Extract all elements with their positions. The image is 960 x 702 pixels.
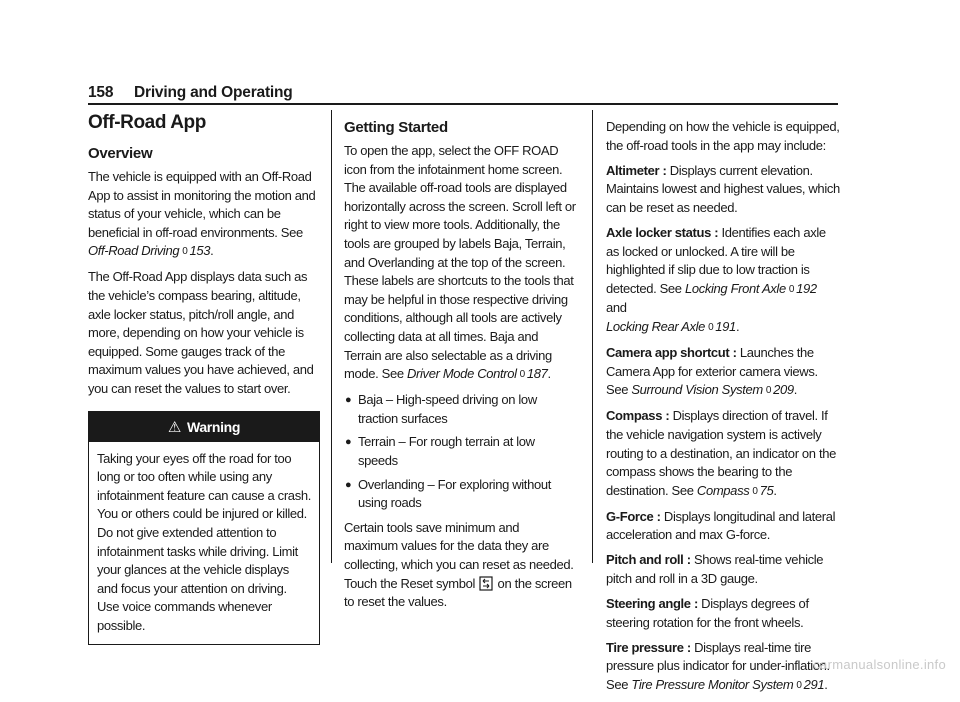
column-right <box>606 118 840 702</box>
cross-reference-link[interactable]: Tire Pressure Monitor System <box>631 677 794 693</box>
cross-reference-link[interactable]: Compass <box>696 482 750 498</box>
reset-paragraph: Certain tools save minimum and maximum values for the data they are collecting, which you can reset as needed. Touch the Reset symbol on the screen to reset the values. <box>344 519 574 610</box>
bullet-icon: ● <box>345 478 352 491</box>
column-middle <box>344 118 576 618</box>
bullet-icon: ● <box>345 394 352 407</box>
page-ref-number[interactable]: 75 <box>759 482 774 498</box>
page-ref-number[interactable]: 191 <box>715 318 736 334</box>
description-paragraph: The Off-Road App displays data such as the vehicle’s compass bearing, altitude, axle locker status, pitch/roll angle, and more, depending on how your vehicle is equipped. Some gauges track of the maximum values you have achieved, and you can reset the values to start over. <box>88 269 314 397</box>
warning-body: Taking your eyes off the road for too long or too often while using any infotainment feature can cause a crash. You or others could be injured or killed. Do not give extended attention to infotainment tasks while driving. Limit your glances at the vehicle displays and focus your attention on driving. Use voice commands whenever possible. <box>97 450 311 633</box>
tool-steering-angle: Steering angle : Displays degrees of steering rotation for the front wheels. <box>606 596 809 630</box>
tool-tire-pressure: Tire pressure : Displays real-time tire pressure plus indicator for under-inflation. See Tire Pressure Monitor System 0 291. <box>606 639 840 696</box>
warning-triangle-icon: ⚠ <box>167 418 182 436</box>
page-ref-arrow-icon: 0 <box>788 283 795 295</box>
page-ref-arrow-icon: 0 <box>796 680 802 692</box>
page-number: 158 <box>88 84 114 101</box>
warning-box <box>88 411 320 645</box>
cross-reference-link[interactable]: Locking Front Axle <box>684 280 786 296</box>
column-divider <box>331 110 332 563</box>
reset-icon <box>479 576 493 591</box>
page-ref-number[interactable]: 192 <box>796 280 817 296</box>
getting-started-paragraph: To open the app, select the OFF ROAD icon from the infotainment home screen. The available off-road tools are displayed horizontally across the screen. Scroll left or right to view more tools. Additionally, the tools are grouped by labels Baja, Terrain, and Overlanding at the top of the screen. These labels are shortcuts to the tools that may be helpful in those respective driving conditions, although all tools are actively collecting data at all times. Baja and Terrain are also selectable as a driving mode. See Driver Mode Control 0 187. <box>344 142 576 385</box>
tool-camera-shortcut: Camera app shortcut : Launches the Camera App for exterior camera views. See Surround Vision System 0 209. <box>606 344 840 401</box>
tools-intro: Depending on how the vehicle is equipped, the off-road tools in the app may include: <box>606 119 840 153</box>
column-divider <box>592 110 593 563</box>
page-ref-number[interactable]: 291 <box>803 677 825 693</box>
page-ref-number[interactable]: 209 <box>773 382 794 398</box>
page-ref-arrow-icon: 0 <box>765 385 772 397</box>
tool-g-force: G-Force : Displays longitudinal and lateral acceleration and max G-force. <box>606 508 836 543</box>
page-ref-arrow-icon: 0 <box>182 246 188 258</box>
warning-header <box>89 412 319 442</box>
tool-altimeter: Altimeter : Displays current elevation. Maintains lowest and highest values, which can be reset as needed. <box>606 162 840 215</box>
warning-title: Warning <box>187 418 241 435</box>
tool-compass: Compass : Displays direction of travel. If the vehicle navigation system is actively routing to a destination, an indicator on the compass shows the bearing to the destination. See Compass 0 75. <box>606 407 840 501</box>
page-ref-arrow-icon: 0 <box>519 369 525 381</box>
page-ref-number[interactable]: 187 <box>526 366 548 382</box>
mode-list <box>344 391 576 513</box>
cross-reference-link[interactable]: Surround Vision System <box>631 382 763 398</box>
bullet-icon: ● <box>345 436 352 449</box>
tool-axle-locker: Axle locker status : Identifies each axle as locked or unlocked. A tire will be highlighted if slip due to low traction is detected. See Locking Front Axle 0 192 and Locking Rear Axle 0 191. <box>606 224 840 338</box>
cross-reference-link[interactable]: Driver Mode Control <box>407 366 517 382</box>
overview-heading: Overview <box>88 145 153 162</box>
column-left <box>88 112 320 645</box>
list-item: ● Overlanding – For exploring without using roads <box>345 476 551 511</box>
list-item: ● Baja – High-speed driving on low traction surfaces <box>345 392 537 426</box>
list-item: ● Terrain – For rough terrain at low speeds <box>345 434 535 468</box>
cross-reference-link[interactable]: Locking Rear Axle <box>606 318 706 334</box>
cross-reference-link[interactable]: Off-Road Driving <box>88 243 180 259</box>
page-ref-arrow-icon: 0 <box>752 485 758 497</box>
overview-paragraph: The vehicle is equipped with an Off-Road App to assist in monitoring the motion and status of your vehicle, which can be beneficial in off-road environments. See Off-Road Driving 0 153. <box>88 168 320 262</box>
section-title: Driving and Operating <box>134 84 293 101</box>
header-rule <box>88 103 838 105</box>
page-title: Off-Road App <box>88 112 206 133</box>
tool-pitch-roll: Pitch and roll : Shows real-time vehicle pitch and roll in a 3D gauge. <box>606 552 824 587</box>
page-ref-number[interactable]: 153 <box>189 243 211 259</box>
page-header <box>88 84 838 104</box>
getting-started-heading: Getting Started <box>344 119 448 136</box>
watermark-footer: carmanualsonline.info <box>813 657 946 672</box>
page-ref-arrow-icon: 0 <box>708 321 714 333</box>
